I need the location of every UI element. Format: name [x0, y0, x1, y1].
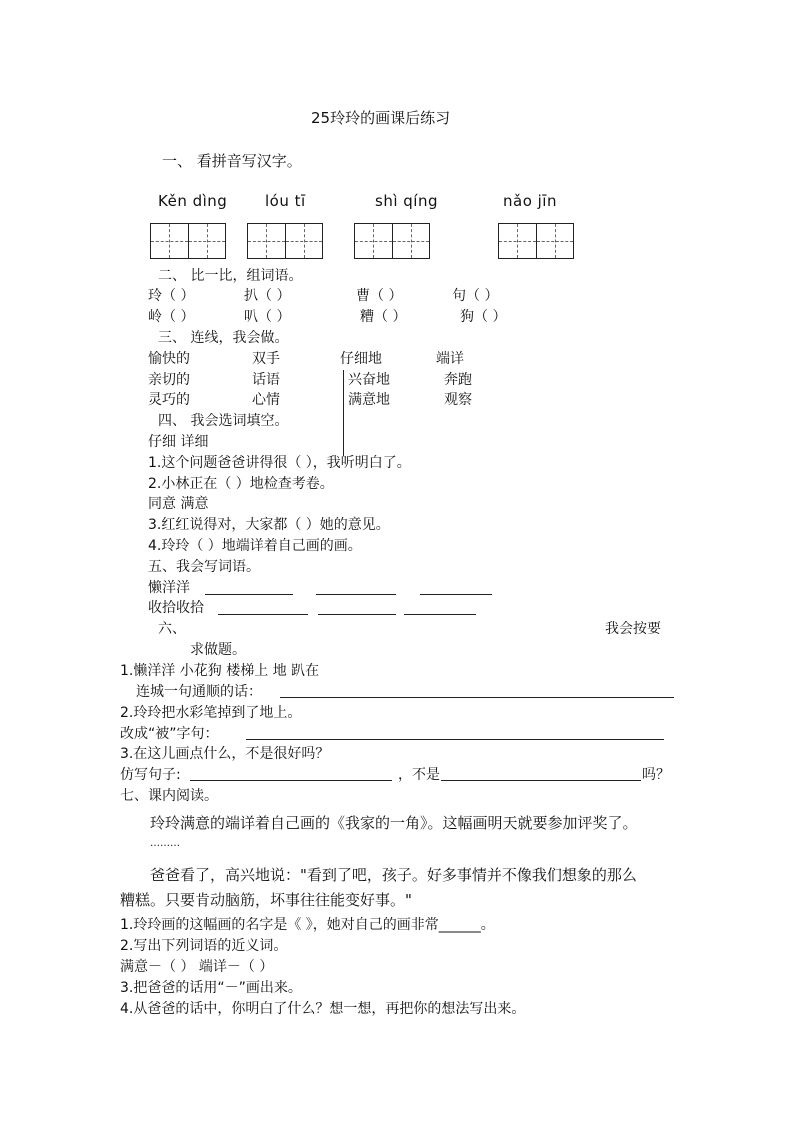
match-word[interactable]: 心情 [252, 392, 280, 408]
question-text: 3.在这儿画点什么，不是很好吗？ [120, 746, 330, 762]
reading-paragraph: 玲玲满意的端详着自己画的《我家的一角》。这幅画明天就要参加评奖了。 [150, 814, 638, 832]
section-5-heading: 五、我会写词语。 [148, 559, 260, 575]
match-word[interactable]: 话语 [252, 372, 280, 388]
page-title: 25玲玲的画课后练习 [311, 109, 451, 127]
match-word[interactable]: 观察 [444, 392, 472, 408]
answer-line[interactable] [246, 739, 664, 740]
compare-item: 糟（ ） [360, 309, 407, 325]
answer-line[interactable] [280, 697, 674, 698]
section-3-heading: 三、 连线，我会做。 [158, 330, 289, 346]
compare-item: 狗（ ） [460, 309, 507, 325]
answer-line[interactable] [420, 594, 492, 595]
question-text[interactable]: 满意－（ ） 端详－（ ） [120, 959, 274, 975]
answer-prompt: 连城一句通顺的话： [136, 684, 262, 700]
compare-item: 岭（ ） [148, 309, 195, 325]
writing-grid-1[interactable] [150, 223, 226, 259]
word-choices: 同意 满意 [148, 496, 209, 512]
pinyin-1: Kěn dìng [158, 192, 228, 210]
section-6-heading: 六、 [158, 621, 186, 637]
answer-prompt: 改成“被”字句： [120, 726, 219, 742]
compare-item: 叭（ ） [244, 309, 291, 325]
divider-line [343, 370, 344, 456]
word-prompt: 懒洋洋 [148, 580, 190, 596]
compare-item: 句（ ） [452, 288, 499, 304]
writing-grid-2[interactable] [247, 223, 323, 259]
question-text: 3.把爸爸的话用“－”画出来。 [120, 980, 302, 996]
answer-prompt: 仿写句子: [120, 767, 181, 783]
writing-grid-3[interactable] [354, 223, 430, 259]
section-6-heading-right: 我会按要 [605, 621, 661, 637]
section-7-heading: 七、课内阅读。 [120, 788, 218, 804]
section-4-heading: 四、 我会选词填空。 [158, 413, 289, 429]
word-prompt: 收拾收拾 [148, 600, 204, 616]
answer-line[interactable] [441, 780, 641, 781]
answer-line[interactable] [316, 594, 396, 595]
match-word[interactable]: 端详 [436, 351, 464, 367]
match-word[interactable]: 满意地 [348, 392, 390, 408]
section-2-heading: 二、 比一比，组词语。 [158, 268, 303, 284]
question-text[interactable]: 1.玲玲画的这幅画的名字是《 》，她对自己的画非常______。 [120, 917, 495, 933]
answer-line[interactable] [318, 614, 396, 615]
question-text: 1.懒洋洋 小花狗 楼梯上 地 趴在 [120, 663, 320, 679]
answer-line[interactable] [190, 780, 392, 781]
question-text: 2.玲玲把水彩笔掉到了地上。 [120, 705, 302, 721]
pinyin-3: shì qíng [375, 192, 438, 210]
match-word[interactable]: 双手 [252, 351, 280, 367]
answer-prompt: 吗？ [642, 767, 670, 783]
pinyin-2: lóu tī [265, 192, 306, 210]
answer-line[interactable] [205, 594, 293, 595]
match-word[interactable]: 兴奋地 [348, 372, 390, 388]
pinyin-4: nǎo jīn [503, 192, 557, 210]
compare-item: 玲（ ） [148, 288, 195, 304]
section-6-heading-cont: 求做题。 [190, 642, 246, 658]
section-1-heading: 一、 看拼音写汉字。 [162, 152, 302, 170]
answer-line[interactable] [404, 614, 476, 615]
match-word[interactable]: 愉快的 [148, 351, 190, 367]
answer-line[interactable] [218, 614, 308, 615]
question-text: 4.从爸爸的话中，你明白了什么？想一想，再把你的想法写出来。 [120, 1001, 526, 1017]
match-word[interactable]: 仔细地 [340, 351, 382, 367]
reading-paragraph: 糟糕。只要肯动脑筋，坏事往往能变好事。" [120, 891, 412, 909]
match-word[interactable]: 奔跑 [444, 372, 472, 388]
answer-prompt: ，不是 [398, 767, 440, 783]
match-word[interactable]: 亲切的 [148, 372, 190, 388]
writing-grid-4[interactable] [498, 223, 574, 259]
fill-question[interactable]: 1.这个问题爸爸讲得很（ ），我听明白了。 [148, 455, 411, 471]
fill-question[interactable]: 2.小林正在（ ）地检查考卷。 [148, 476, 334, 492]
ellipsis: ……… [150, 838, 180, 849]
match-word[interactable]: 灵巧的 [148, 392, 190, 408]
compare-item: 扒（ ） [244, 288, 291, 304]
compare-item: 曹（ ） [356, 288, 403, 304]
reading-paragraph: 爸爸看了，高兴地说："看到了吧，孩子。好多事情并不像我们想象的那么 [150, 866, 637, 884]
question-text: 2.写出下列词语的近义词。 [120, 938, 288, 954]
fill-question[interactable]: 4.玲玲（ ）地端详着自己画的画。 [148, 538, 362, 554]
word-choices: 仔细 详细 [148, 434, 209, 450]
fill-question[interactable]: 3.红红说得对，大家都（ ）她的意见。 [148, 517, 390, 533]
